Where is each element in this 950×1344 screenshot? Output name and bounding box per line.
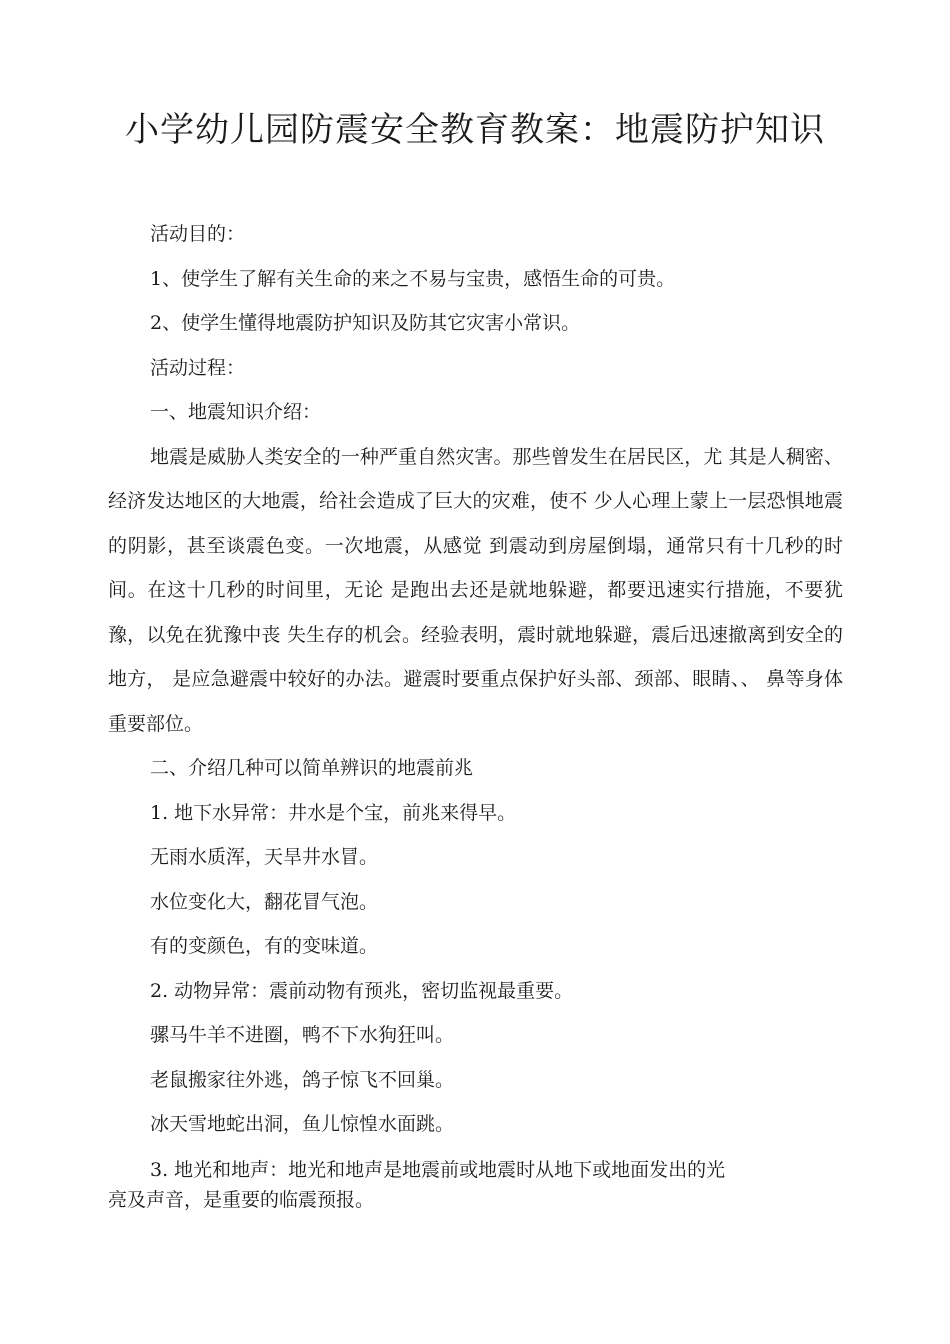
precursor-item-3-line-2: 亮及声音，是重要的临震预报。 xyxy=(108,1188,375,1211)
process-heading: 活动过程： xyxy=(150,356,246,379)
precursor-item-1-verse-3: 有的变颜色，有的变味道。 xyxy=(150,935,379,957)
goal-item-1: 1、使学生了解有关生命的来之不易与宝贵，感悟生命的可贵。 xyxy=(150,267,676,290)
document-title: 小学幼儿园防震安全教育教案：地震防护知识 xyxy=(125,110,825,150)
precursor-item-1-verse-1: 无雨水质浑，天旱井水冒。 xyxy=(150,846,379,868)
goal-item-2: 2、使学生懂得地震防护知识及防其它灾害小常识。 xyxy=(150,312,581,334)
section-1-heading: 一、地震知识介绍： xyxy=(150,401,322,423)
precursor-item-2: 2. 动物异常：震前动物有预兆，密切监视最重要。 xyxy=(150,979,574,1002)
precursor-item-1-verse-2: 水位变化大，翻花冒气泡。 xyxy=(150,890,379,913)
precursor-item-1: 1. 地下水异常：井水是个宝，前兆来得早。 xyxy=(150,801,517,824)
goal-heading: 活动目的： xyxy=(150,223,246,245)
section-2-heading: 二、介绍几种可以简单辨识的地震前兆 xyxy=(150,757,474,779)
precursor-item-3-line-1: 3. 地光和地声：地光和地声是地震前或地震时从地下或地面发出的光 xyxy=(150,1158,726,1181)
precursor-item-2-verse-1: 骡马牛羊不进圈，鸭不下水狗狂叫。 xyxy=(150,1024,455,1046)
precursor-item-2-verse-3: 冰天雪地蛇出洞，鱼儿惊惶水面跳。 xyxy=(150,1113,455,1135)
section-1-paragraph: 地震是威胁人类安全的一种严重自然灾害。那些曾发生在居民区，尤 其是人稠密、经济发达地区的大地震，给社会造成了巨大的灾难，使不 少人心理上蒙上一层恐惧地震的阴影，甚至谈震色变。一次地震，从感觉 到震动到房屋倒塌，通常只有十几秒的时间。在这十几秒的时间里，无论 是跑出去还是就地躲避，都要迅速实行措施，不要犹豫，以免在犹豫中丧 失生存的机会。经验表明，震时就地躲避，震后迅速撤离到安全的地方， 是应急避震中较好的办法。避震时要重点保护好头部、颈部、眼睛、、 鼻等身体重要部位。 xyxy=(108,445,843,735)
document-body xyxy=(108,212,843,1215)
precursor-item-2-verse-2: 老鼠搬家往外逃，鸽子惊飞不回巢。 xyxy=(150,1068,455,1091)
